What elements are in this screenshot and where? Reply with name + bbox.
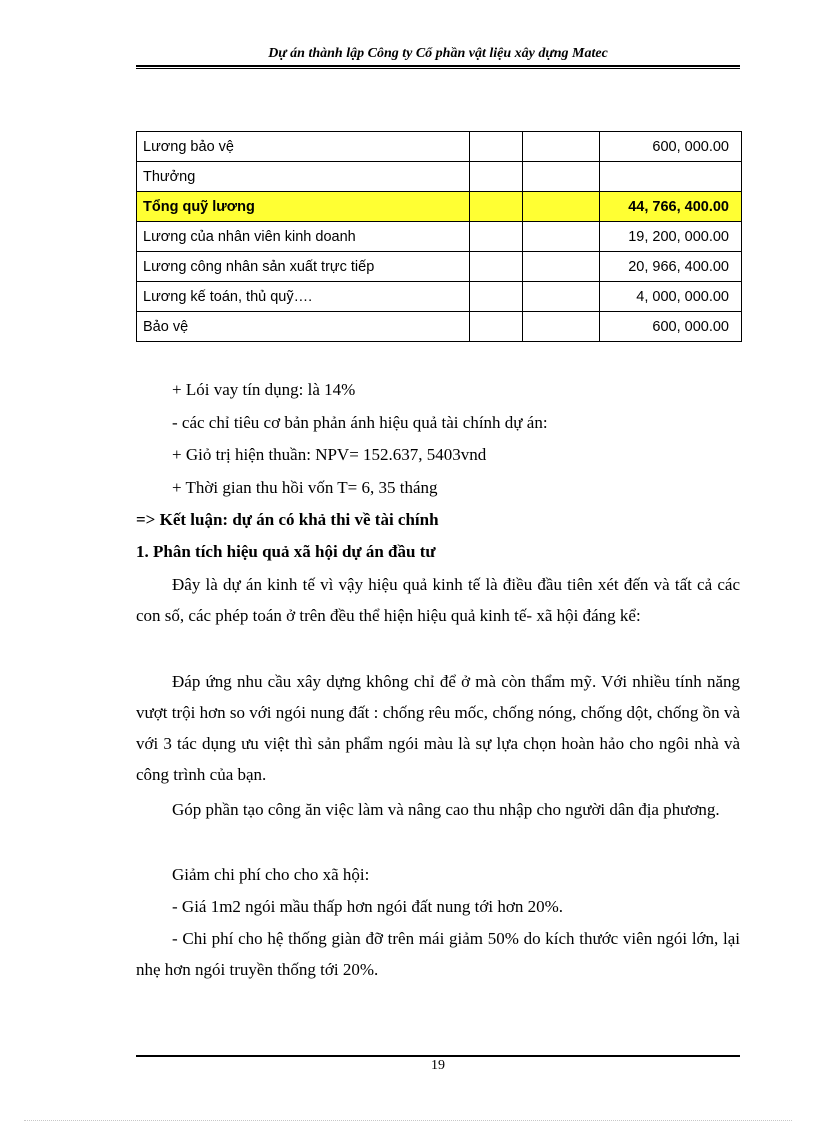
- page-number: 19: [431, 1058, 445, 1073]
- table-row-total: [137, 192, 742, 222]
- empty-cell: [523, 162, 600, 192]
- row-value: 4, 000, 000.00: [600, 282, 742, 312]
- empty-cell: [470, 132, 523, 162]
- empty-cell: [470, 312, 523, 342]
- table-row: [137, 132, 742, 162]
- row-value: 44, 766, 400.00: [600, 192, 742, 222]
- paragraph: - Giá 1m2 ngói mầu thấp hơn ngói đất nung tới hơn 20%.: [172, 897, 564, 916]
- empty-cell: [470, 282, 523, 312]
- paragraph: - Chi phí cho hệ thống giàn đỡ trên mái giảm 50% do kích thước viên ngói lớn, lại nhẹ hơn ngói truyền thống tới 20%.: [136, 929, 740, 979]
- salary-table: [136, 131, 742, 342]
- row-label: Tổng quỹ lương: [137, 192, 470, 222]
- table-row: [137, 312, 742, 342]
- paragraph: Đây là dự án kinh tế vì vậy hiệu quả kinh tế là điều đầu tiên xét đến và tất cả các con số, các phép toán ở trên đều thể hiện hiệu quả kinh tế- xã hội đáng kể:: [136, 575, 740, 625]
- header-rule-thin: [136, 68, 740, 69]
- section-heading: 1. Phân tích hiệu quả xã hội dự án đầu tư: [136, 542, 436, 561]
- interest-rate-line: + Lói vay tín dụng: là 14%: [172, 380, 356, 399]
- empty-cell: [523, 312, 600, 342]
- footer-rule: [136, 1055, 740, 1057]
- header-rule: [136, 65, 740, 67]
- conclusion-line: => Kết luận: dự án có khả thi về tài chính: [136, 510, 439, 529]
- table-row: [137, 282, 742, 312]
- paragraph: Góp phần tạo công ăn việc làm và nâng cao thu nhập cho người dân địa phương.: [172, 800, 720, 819]
- empty-cell: [523, 192, 600, 222]
- table-row: [137, 222, 742, 252]
- empty-cell: [470, 252, 523, 282]
- paragraph: Đáp ứng nhu cầu xây dựng không chỉ để ở mà còn thẩm mỹ. Với nhiều tính năng vượt trội hơn so với ngói nung đất : chống rêu mốc, chống nóng, chống dột, chống ồn và với 3 tác dụng ưu việt thì sản phẩm ngói màu là sự lựa chọn hoàn hảo cho ngôi nhà và công trình của bạn.: [136, 672, 740, 784]
- paragraph: Giảm chi phí cho cho xã hội:: [172, 865, 370, 884]
- empty-cell: [470, 192, 523, 222]
- row-value: 20, 966, 400.00: [600, 252, 742, 282]
- row-value: 600, 000.00: [600, 312, 742, 342]
- row-label: Lương của nhân viên kinh doanh: [137, 222, 470, 252]
- row-label: Lương công nhân sản xuất trực tiếp: [137, 252, 470, 282]
- empty-cell: [470, 222, 523, 252]
- row-value: [600, 162, 742, 192]
- row-label: Thưởng: [137, 162, 470, 192]
- npv-line: + Giỏ trị hiện thuần: NPV= 152.637, 5403vnd: [172, 445, 487, 464]
- running-header-title: Dự án thành lập Công ty Cổ phần vật liệu xây dựng Matec: [268, 46, 608, 61]
- row-label: Lương bảo vệ: [137, 132, 470, 162]
- table-row: [137, 162, 742, 192]
- row-label: Lương kế toán, thủ quỹ….: [137, 282, 470, 312]
- empty-cell: [470, 162, 523, 192]
- row-value: 19, 200, 000.00: [600, 222, 742, 252]
- payback-line: + Thời gian thu hồi vốn T= 6, 35 tháng: [172, 478, 438, 497]
- empty-cell: [523, 252, 600, 282]
- empty-cell: [523, 132, 600, 162]
- page-edge-divider: [24, 1120, 792, 1121]
- row-value: 600, 000.00: [600, 132, 742, 162]
- empty-cell: [523, 222, 600, 252]
- row-label: Bảo vệ: [137, 312, 470, 342]
- table-row: [137, 252, 742, 282]
- indicators-intro-line: - các chỉ tiêu cơ bản phản ánh hiệu quả tài chính dự án:: [172, 413, 548, 432]
- empty-cell: [523, 282, 600, 312]
